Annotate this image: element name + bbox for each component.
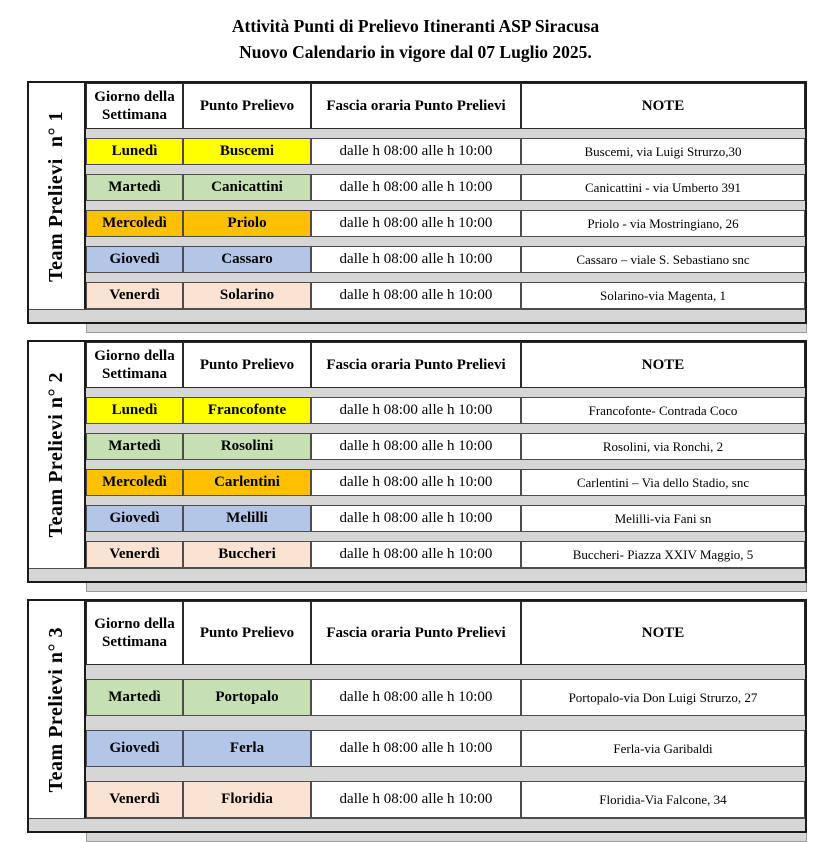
point-cell: Melilli (183, 505, 311, 532)
point-cell: Floridia (183, 781, 311, 818)
bottom-separator (29, 818, 805, 831)
row-separator (86, 388, 805, 397)
table-row (86, 210, 805, 237)
table-row (86, 541, 805, 568)
note-cell: Priolo - via Mostringiano, 26 (521, 210, 805, 237)
day-cell: Mercoledì (86, 210, 183, 237)
row-separator (86, 767, 805, 781)
team-table-3 (27, 599, 807, 842)
table-row (86, 781, 805, 818)
note-cell: Buscemi, via Luigi Strurzo,30 (521, 138, 805, 165)
document-title (0, 0, 831, 65)
time-cell: dalle h 08:00 alle h 10:00 (311, 541, 521, 568)
day-cell: Martedì (86, 174, 183, 201)
header-row (86, 601, 805, 665)
day-cell: Martedì (86, 433, 183, 460)
point-cell: Buscemi (183, 138, 311, 165)
column-header-day: Giorno della Settimana (86, 83, 183, 129)
note-cell: Cassaro – viale S. Sebastiano snc (521, 246, 805, 273)
table-row (86, 730, 805, 767)
title-line-2: Nuovo Calendario in vigore dal 07 Luglio 2025. (239, 42, 592, 62)
team-label (29, 342, 86, 568)
point-cell: Rosolini (183, 433, 311, 460)
point-cell: Francofonte (183, 397, 311, 424)
table-body (29, 83, 805, 309)
schedule-grid (86, 601, 805, 818)
column-header-point: Punto Prelievo (183, 83, 311, 129)
schedule-grid (86, 342, 805, 568)
day-cell: Venerdì (86, 282, 183, 309)
schedule-tables (27, 81, 807, 842)
note-cell: Rosolini, via Ronchi, 2 (521, 433, 805, 460)
time-cell: dalle h 08:00 alle h 10:00 (311, 505, 521, 532)
table-row (86, 679, 805, 716)
table-row (86, 433, 805, 460)
point-cell: Portopalo (183, 679, 311, 716)
table-row (86, 174, 805, 201)
team-label (29, 601, 86, 818)
column-header-point: Punto Prelievo (183, 601, 311, 665)
title-line-1: Attività Punti di Prelievo Itineranti ASP Siracusa (231, 16, 600, 36)
day-cell: Venerdì (86, 781, 183, 818)
row-separator (86, 129, 805, 138)
note-cell: Canicattini - via Umberto 391 (521, 174, 805, 201)
bottom-separator (29, 568, 805, 581)
note-cell: Ferla-via Garibaldi (521, 730, 805, 767)
table-row (86, 246, 805, 273)
team-label-text: Team Prelievi n° 2 (45, 372, 67, 538)
point-cell: Canicattini (183, 174, 311, 201)
note-cell: Francofonte- Contrada Coco (521, 397, 805, 424)
team-table-frame (27, 340, 807, 583)
note-cell: Melilli-via Fani sn (521, 505, 805, 532)
column-header-day: Giorno della Settimana (86, 601, 183, 665)
table-body (29, 601, 805, 818)
header-row (86, 342, 805, 388)
time-cell: dalle h 08:00 alle h 10:00 (311, 210, 521, 237)
team-table-frame (27, 81, 807, 324)
time-cell: dalle h 08:00 alle h 10:00 (311, 138, 521, 165)
table-shadow-strip (86, 583, 807, 592)
note-cell: Carlentini – Via dello Stadio, snc (521, 469, 805, 496)
table-row (86, 138, 805, 165)
team-label (29, 83, 86, 309)
column-header-note: NOTE (521, 342, 805, 388)
table-row (86, 282, 805, 309)
table-row (86, 397, 805, 424)
row-separator (86, 532, 805, 541)
point-cell: Solarino (183, 282, 311, 309)
day-cell: Giovedì (86, 246, 183, 273)
day-cell: Mercoledì (86, 469, 183, 496)
schedule-grid (86, 83, 805, 309)
row-separator (86, 237, 805, 246)
table-row (86, 469, 805, 496)
row-separator (86, 665, 805, 679)
team-label-text: Team Prelievi n° 3 (45, 626, 67, 793)
table-shadow-strip (86, 833, 807, 842)
row-separator (86, 424, 805, 433)
day-cell: Lunedì (86, 397, 183, 424)
team-table-1 (27, 81, 807, 333)
column-header-time: Fascia oraria Punto Prelievi (311, 601, 521, 665)
point-cell: Cassaro (183, 246, 311, 273)
time-cell: dalle h 08:00 alle h 10:00 (311, 730, 521, 767)
time-cell: dalle h 08:00 alle h 10:00 (311, 433, 521, 460)
point-cell: Carlentini (183, 469, 311, 496)
row-separator (86, 496, 805, 505)
team-table-frame (27, 599, 807, 833)
column-header-point: Punto Prelievo (183, 342, 311, 388)
team-table-2 (27, 340, 807, 592)
column-header-time: Fascia oraria Punto Prelievi (311, 342, 521, 388)
table-row (86, 505, 805, 532)
table-shadow-strip (86, 324, 807, 333)
header-row (86, 83, 805, 129)
team-label-text: Team Prelievi n° 1 (45, 110, 67, 282)
row-separator (86, 273, 805, 282)
row-separator (86, 165, 805, 174)
row-separator (86, 460, 805, 469)
day-cell: Giovedì (86, 730, 183, 767)
point-cell: Buccheri (183, 541, 311, 568)
point-cell: Priolo (183, 210, 311, 237)
time-cell: dalle h 08:00 alle h 10:00 (311, 282, 521, 309)
row-separator (86, 201, 805, 210)
time-cell: dalle h 08:00 alle h 10:00 (311, 469, 521, 496)
column-header-note: NOTE (521, 601, 805, 665)
note-cell: Portopalo-via Don Luigi Strurzo, 27 (521, 679, 805, 716)
day-cell: Martedì (86, 679, 183, 716)
note-cell: Buccheri- Piazza XXIV Maggio, 5 (521, 541, 805, 568)
time-cell: dalle h 08:00 alle h 10:00 (311, 781, 521, 818)
table-body (29, 342, 805, 568)
bottom-separator (29, 309, 805, 322)
day-cell: Venerdì (86, 541, 183, 568)
time-cell: dalle h 08:00 alle h 10:00 (311, 246, 521, 273)
day-cell: Giovedì (86, 505, 183, 532)
column-header-time: Fascia oraria Punto Prelievi (311, 83, 521, 129)
note-cell: Floridia-Via Falcone, 34 (521, 781, 805, 818)
time-cell: dalle h 08:00 alle h 10:00 (311, 174, 521, 201)
column-header-note: NOTE (521, 83, 805, 129)
time-cell: dalle h 08:00 alle h 10:00 (311, 679, 521, 716)
note-cell: Solarino-via Magenta, 1 (521, 282, 805, 309)
row-separator (86, 716, 805, 730)
point-cell: Ferla (183, 730, 311, 767)
time-cell: dalle h 08:00 alle h 10:00 (311, 397, 521, 424)
column-header-day: Giorno della Settimana (86, 342, 183, 388)
day-cell: Lunedì (86, 138, 183, 165)
